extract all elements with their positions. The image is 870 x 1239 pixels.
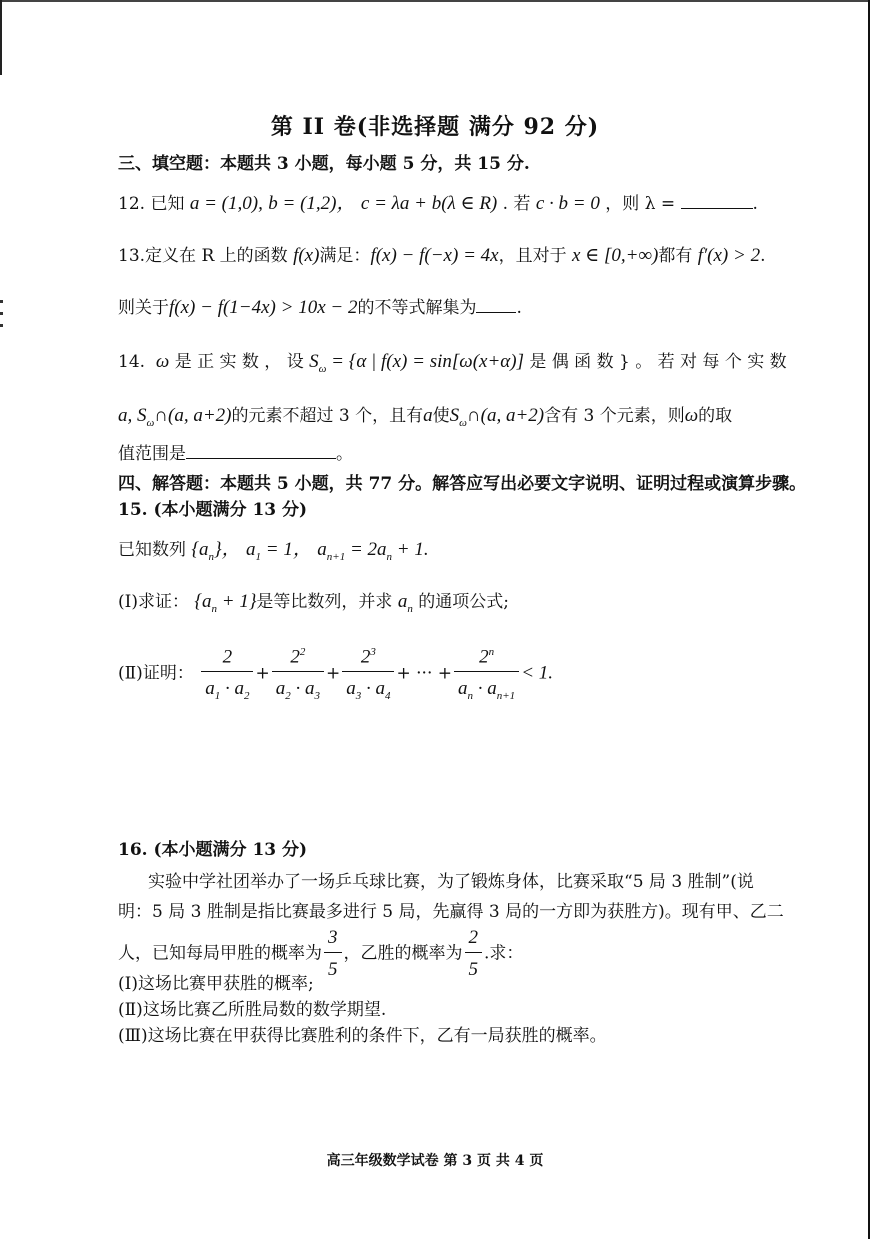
- page-footer: 高三年级数学试卷 第 3 页 共 4 页: [326, 1153, 544, 1169]
- probability-a: $\frac{3}{5}$: [324, 924, 342, 984]
- scan-top-edge: [0, 0, 870, 2]
- question-13: 13.定义在 R 上的函数 f(x)满足：f(x) − f(−x) = 4x，且对于 x ∈ [0,+∞)都有 f′(x) > 2.: [118, 245, 766, 266]
- scan-margin-mark: [0, 324, 3, 327]
- question-12: 12. 已知 a = (1,0), b = (1,2)， c = λa + b(λ ∈ R) . 若 c · b = 0 ，则 λ = .: [118, 193, 758, 214]
- question-16-part-1: (Ⅰ)这场比赛甲获胜的概率;: [118, 974, 314, 994]
- question-15-given: 已知数列 $\{a_n\}$， $a_1 = 1$， $a_{n+1} = 2a_n + 1$.: [118, 539, 429, 563]
- question-16-part-3: (Ⅲ)这场比赛在甲获得比赛胜利的条件下，乙有一局获胜的概率。: [118, 1026, 607, 1046]
- inequality: f(x) − f(1−4x) > 10x − 2: [169, 297, 358, 318]
- question-16-title: 16. (本小题满分 13 分): [118, 840, 308, 860]
- fraction-term: $\frac{2}{a_1 \cdot a_2}$: [201, 638, 253, 710]
- question-number: 12.: [118, 194, 146, 214]
- fraction-term: $\frac{2^n}{a_n \cdot a_{n+1}}$: [454, 638, 519, 710]
- section-title: 第 II 卷(非选择题 满分 92 分): [270, 114, 600, 140]
- question-13-line-2: 则关于f(x) − f(1−4x) > 10x − 2的不等式解集为 .: [118, 297, 522, 318]
- set-definition: $S_\omega = \{\alpha$ | f(x) = sin[ω(x+α)]: [309, 351, 524, 375]
- question-16-line-1: 实验中学社团举办了一场乒乓球比赛，为了锻炼身体，比赛采取“5 局 3 胜制”(说: [148, 872, 754, 892]
- fraction-term: $\frac{2^2}{a_2 \cdot a_3}$: [272, 638, 324, 710]
- question-14: 14. ω 是 正 实 数 ， 设 $S_\omega = \{\alpha$ | f(x) = sin[ω(x+α)] 是 偶 函 数 } 。 若 对 每 个 实 数: [118, 351, 787, 375]
- question-15-part-1: (Ⅰ)求证： $\{a_n + 1\}$是等比数列，并求 $a_n$ 的通项公式;: [118, 591, 509, 615]
- probability-b: $\frac{2}{5}$: [465, 924, 483, 984]
- question-15-title: 15. (本小题满分 13 分): [118, 500, 308, 520]
- scan-margin-mark: [0, 312, 3, 315]
- question-16-line-2: 明：5 局 3 胜制是指比赛最多进行 5 局，先赢得 3 局的一方即为获胜方)。现有甲、乙二: [118, 902, 784, 922]
- question-15-part-2: (Ⅱ)证明： $\frac{2}{a_1 \cdot a_2}$ + $\frac{2^2}{a_2 \cdot a_3}$ + $\frac{2^3}{a_3 \cdot a_4}$ + ··· + $\frac{2^n}{a_n \cdot a_{n+1}}$ < 1.: [118, 638, 553, 710]
- answer-blank: [186, 442, 336, 459]
- question-14-line-3: 值范围是 。: [118, 444, 353, 464]
- fill-in-section-heading: 三、填空题：本题共 3 小题，每小题 5 分，共 15 分.: [118, 154, 530, 174]
- answer-blank: [476, 296, 516, 313]
- question-14-line-2: a, $S_\omega\cap(a$, a+2)的元素不超过 3 个，且有a使$S_\omega\cap(a$, a+2)含有 3 个元素，则ω的取: [118, 405, 733, 429]
- vector-a: a = (1,0),: [189, 193, 263, 214]
- dot-product-condition: c · b = 0: [535, 193, 600, 214]
- vector-c: c = λa + b(λ ∈ R): [360, 193, 498, 214]
- answer-blank: [681, 192, 753, 209]
- scan-left-edge: [0, 0, 2, 75]
- question-number: 14.: [118, 352, 146, 372]
- domain-condition: x ∈ [0,+∞): [571, 245, 659, 266]
- answer-section-heading: 四、解答题：本题共 5 小题，共 77 分。解答应写出必要文字说明、证明过程或演算步骤。: [118, 474, 807, 494]
- scan-margin-mark: [0, 300, 3, 303]
- question-16-line-3: 人，已知每局甲胜的概率为 $\frac{3}{5}$ ，乙胜的概率为 $\frac{2}{5}$ .求：: [118, 924, 523, 984]
- fraction-term: $\frac{2^3}{a_3 \cdot a_4}$: [342, 638, 394, 710]
- derivative-condition: f′(x) > 2: [697, 245, 761, 266]
- vector-b: b = (1,2)，: [268, 193, 356, 214]
- functional-equation: f(x) − f(−x) = 4x: [370, 245, 499, 266]
- question-16-part-2: (Ⅱ)这场比赛乙所胜局数的数学期望.: [118, 1000, 387, 1020]
- question-number: 13.: [118, 246, 146, 266]
